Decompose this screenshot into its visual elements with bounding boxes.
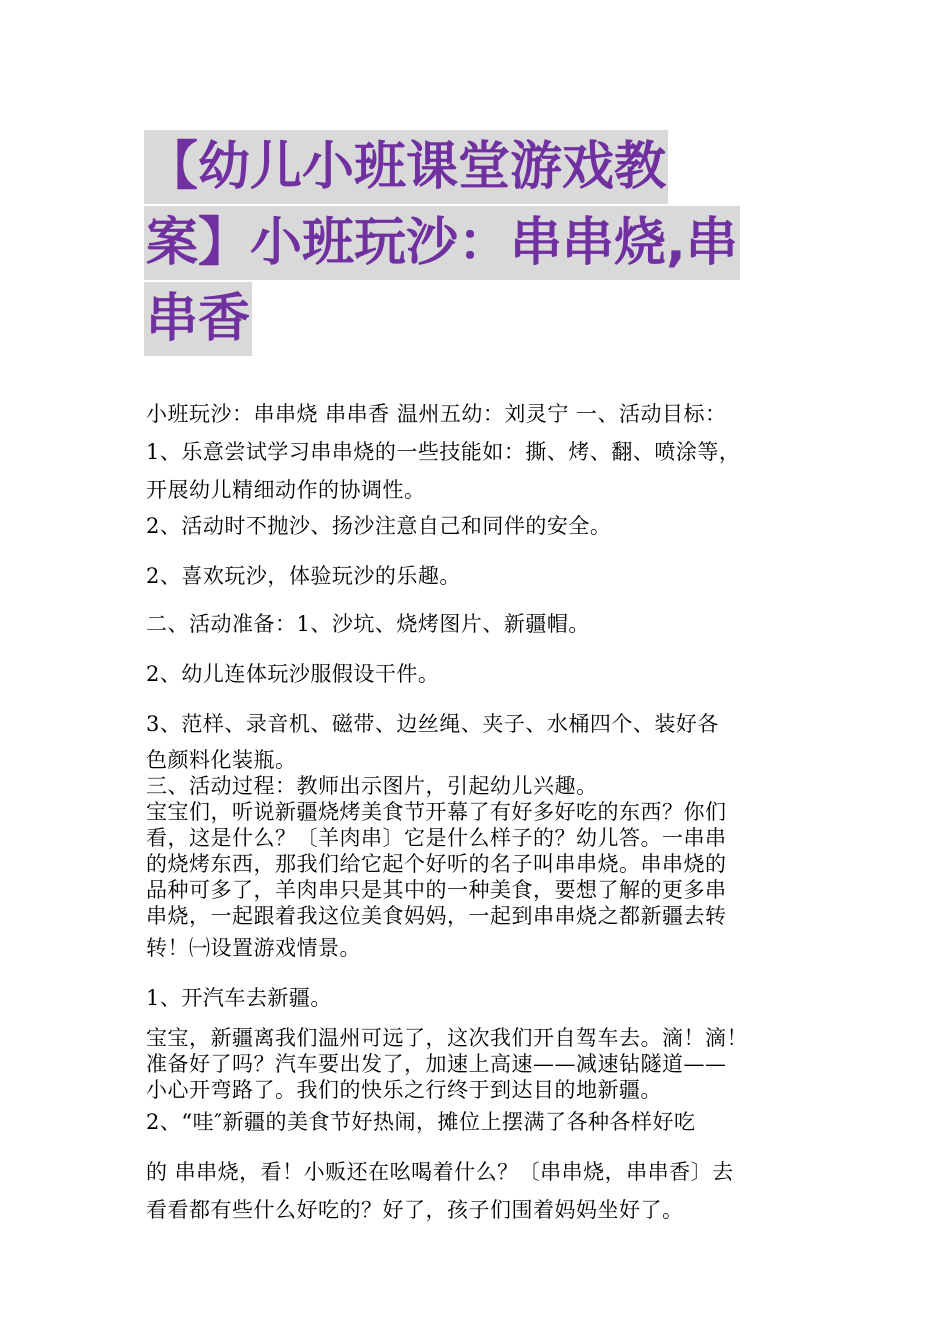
paragraph-process: 三、活动过程：教师出示图片，引起幼儿兴趣。 bbox=[146, 774, 598, 798]
paragraph-intro: 小班玩沙：串串烧 串串香 温州五幼：刘灵宁 一、活动目标： bbox=[146, 402, 727, 426]
title-line-1: 【幼儿小班课堂游戏教 bbox=[144, 130, 668, 204]
paragraph-process-line-3: 的烧烤东西，那我们给它起个好听的名子叫串串烧。串串烧的 bbox=[146, 852, 727, 876]
paragraph-step-1: 1、开汽车去新疆。 bbox=[146, 986, 332, 1010]
paragraph-goal-1: 1、乐意尝试学习串串烧的一些技能如：撕、烤、翻、喷涂等， bbox=[146, 440, 741, 464]
paragraph-goal-3: 2、喜欢玩沙，体验玩沙的乐趣。 bbox=[146, 564, 461, 588]
paragraph-step-2-line-1: 的 串串烧，看！小贩还在吆喝着什么？〔串串烧，串串香〕去 bbox=[146, 1160, 734, 1184]
paragraph-prep-3: 3、范样、录音机、磁带、边丝绳、夹子、水桶四个、装好各 bbox=[146, 712, 719, 736]
title-line-3: 串香 bbox=[144, 282, 252, 356]
paragraph-process-line-2: 看，这是什么？〔羊肉串〕它是什么样子的？幼儿答。一串串 bbox=[146, 826, 727, 850]
paragraph-prep-1: 二、活动准备：1、沙坑、烧烤图片、新疆帽。 bbox=[146, 612, 590, 636]
paragraph-prep-2: 2、幼儿连体玩沙服假设干件。 bbox=[146, 662, 440, 686]
paragraph-prep-3-cont: 色颜料化装瓶。 bbox=[146, 748, 297, 772]
paragraph-step-1-line-1: 宝宝，新疆离我们温州可远了，这次我们开自驾车去。滴！滴！ bbox=[146, 1026, 748, 1050]
paragraph-step-1-line-2: 准备好了吗？汽车要出发了，加速上高速——减速钻隧道—— bbox=[146, 1052, 727, 1076]
paragraph-process-line-1: 宝宝们，听说新疆烧烤美食节开幕了有好多好吃的东西？你们 bbox=[146, 800, 727, 824]
paragraph-process-line-5: 串烧，一起跟着我这位美食妈妈，一起到串串烧之都新疆去转 bbox=[146, 904, 727, 928]
paragraph-goal-1-cont: 开展幼儿精细动作的协调性。 bbox=[146, 478, 426, 502]
paragraph-step-2-line-2: 看看都有些什么好吃的？好了，孩子们围着妈妈坐好了。 bbox=[146, 1198, 684, 1222]
title-line-2: 案】小班玩沙：串串烧,串 bbox=[144, 206, 740, 280]
paragraph-step-1-line-3: 小心开弯路了。我们的快乐之行终于到达目的地新疆。 bbox=[146, 1078, 662, 1102]
paragraph-process-line-6: 转！㈠设置游戏情景。 bbox=[146, 936, 361, 960]
document-title bbox=[144, 130, 814, 358]
paragraph-step-2: 2、“哇″新疆的美食节好热闹，摊位上摆满了各种各样好吃 bbox=[146, 1110, 696, 1134]
paragraph-process-line-4: 品种可多了，羊肉串只是其中的一种美食，要想了解的更多串 bbox=[146, 878, 727, 902]
paragraph-goal-2: 2、活动时不抛沙、扬沙注意自己和同伴的安全。 bbox=[146, 514, 612, 538]
